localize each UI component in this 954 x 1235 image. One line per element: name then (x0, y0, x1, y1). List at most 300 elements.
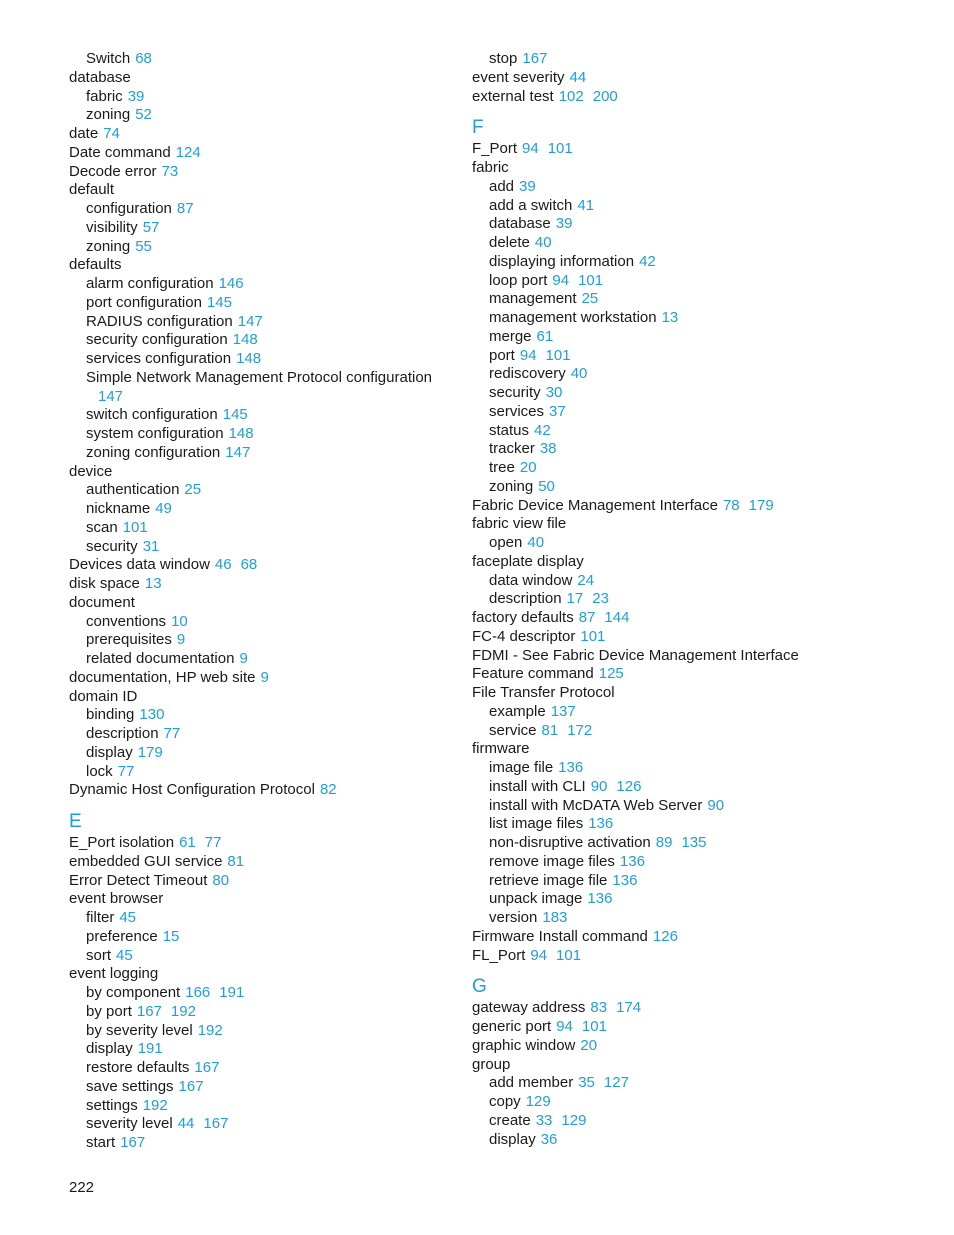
index-entry (472, 928, 872, 947)
index-term: add a switch (489, 196, 573, 214)
index-term: copy (489, 1093, 521, 1110)
page-link[interactable]: 144 (604, 609, 630, 626)
index-term: faceplate display (472, 552, 584, 570)
index-term: tree (489, 459, 515, 476)
index-term: port (489, 346, 515, 364)
index-term: lock (86, 762, 113, 780)
index-entry (69, 890, 469, 909)
page-link[interactable]: 137 (550, 702, 576, 720)
page-link[interactable]: 167 (194, 1059, 220, 1076)
index-term: preference (86, 927, 158, 945)
page-link[interactable]: 124 (175, 143, 201, 161)
section-letter: G (472, 976, 487, 998)
index-subentry (472, 778, 872, 797)
page-link[interactable]: 87 (578, 609, 596, 626)
page-link[interactable]: 39 (519, 177, 536, 195)
index-term: FC-4 descriptor (472, 627, 576, 645)
index-subentry (69, 744, 469, 763)
section-letter: E (69, 811, 82, 832)
index-entry (472, 1056, 872, 1075)
index-subentry (69, 369, 469, 388)
index-subentry (69, 481, 469, 500)
index-term: domain ID (69, 687, 138, 705)
index-subentry (472, 215, 872, 234)
index-term: fabric (472, 159, 509, 176)
index-term: authentication (86, 481, 180, 499)
page-link[interactable]: 167 (136, 1002, 162, 1020)
index-term: add (489, 177, 515, 195)
page-link[interactable]: 38 (539, 440, 557, 458)
index-subentry (472, 459, 872, 478)
index-term: description (489, 590, 562, 608)
index-term: rediscovery (489, 365, 566, 383)
index-subentry (69, 1022, 469, 1041)
page-link[interactable]: 135 (681, 834, 707, 851)
page-link[interactable]: 35 (578, 1074, 595, 1092)
index-subentry (472, 309, 872, 328)
index-term: unpack image (489, 890, 583, 908)
index-term: merge (489, 327, 532, 345)
index-term: open (489, 534, 523, 551)
index-subentry (472, 1074, 872, 1093)
page-link[interactable]: 77 (117, 762, 135, 780)
page-link[interactable]: 125 (598, 665, 624, 683)
page-link[interactable]: 24 (577, 571, 595, 589)
page-link[interactable]: 57 (142, 218, 160, 236)
index-entry-continuation (69, 388, 469, 407)
index-term: E_Port isolation (69, 834, 175, 851)
page-link[interactable]: 77 (204, 834, 222, 851)
index-term: File Transfer Protocol (472, 684, 615, 701)
index-subentry (69, 1078, 469, 1097)
page-link[interactable]: 192 (142, 1096, 168, 1114)
index-subentry (69, 928, 469, 947)
index-term: RADIUS configuration (86, 312, 233, 330)
page-link[interactable]: 87 (176, 200, 194, 217)
index-entry (472, 609, 872, 628)
index-term: zoning (86, 237, 131, 255)
page-link[interactable]: 94 (552, 271, 570, 289)
page-link[interactable]: 129 (561, 1111, 587, 1129)
index-subentry (69, 1040, 469, 1059)
index-subentry (69, 331, 469, 350)
page-link[interactable]: 77 (163, 725, 181, 742)
index-entry (472, 740, 872, 759)
index-subentry (472, 759, 872, 778)
index-term: version (489, 909, 538, 926)
page-link[interactable]: 172 (567, 721, 593, 739)
index-subentry (472, 365, 872, 384)
page-link[interactable]: 94 (530, 946, 548, 964)
page-link[interactable]: 145 (222, 406, 248, 424)
page-link[interactable]: 191 (219, 984, 245, 1001)
index-term: document (69, 593, 135, 611)
index-term: by component (86, 984, 181, 1001)
page-link[interactable]: 40 (534, 234, 552, 251)
page-link[interactable]: 167 (178, 1077, 204, 1095)
index-entry (69, 125, 469, 144)
index-term: tracker (489, 440, 535, 458)
index-term: switch configuration (86, 406, 218, 424)
page-link[interactable]: 82 (319, 781, 337, 799)
index-subentry (472, 703, 872, 722)
index-term: add member (489, 1074, 574, 1092)
index-term: Fabric Device Management Interface (472, 496, 718, 514)
page-link[interactable]: 80 (212, 871, 230, 889)
index-term: database (489, 215, 551, 233)
index-term: disk space (69, 575, 140, 592)
page-link[interactable]: 40 (527, 534, 545, 551)
index-subentry (69, 50, 469, 69)
page-link[interactable]: 136 (588, 815, 614, 833)
index-entry (69, 575, 469, 594)
page-link[interactable]: 42 (534, 421, 551, 439)
page-link[interactable]: 148 (232, 331, 258, 349)
index-term: start (86, 1134, 116, 1151)
index-entry (69, 669, 469, 688)
page-link[interactable]: 73 (161, 162, 179, 180)
index-term: by port (86, 1002, 132, 1020)
index-term: stop (489, 50, 518, 67)
index-term: restore defaults (86, 1059, 190, 1076)
index-term: Simple Network Management Protocol configuration (86, 368, 433, 386)
index-term: example (489, 702, 546, 720)
index-subentry (69, 313, 469, 332)
index-entry (472, 665, 872, 684)
index-entry (69, 144, 469, 163)
page-link[interactable]: 25 (184, 481, 202, 499)
index-term: display (86, 743, 133, 761)
index-entry (472, 140, 872, 159)
page-link[interactable]: 13 (661, 309, 679, 326)
index-term: services configuration (86, 350, 232, 367)
index-term: management workstation (489, 309, 657, 326)
index-subentry (472, 478, 872, 497)
index-subentry (472, 722, 872, 741)
index-term: delete (489, 234, 530, 251)
page-link[interactable]: 68 (240, 556, 258, 574)
page-link[interactable]: 148 (228, 425, 254, 442)
page-link[interactable]: 40 (570, 365, 588, 383)
page-link[interactable]: 179 (137, 743, 163, 761)
page-link[interactable]: 61 (179, 834, 196, 851)
index-subentry (472, 815, 872, 834)
page-link[interactable]: 102 (558, 87, 584, 105)
index-subentry (472, 534, 872, 553)
page-link[interactable]: 130 (139, 706, 165, 724)
index-entry (472, 159, 872, 178)
index-subentry (69, 88, 469, 107)
page-link[interactable]: 94 (556, 1018, 573, 1035)
page-link[interactable]: 89 (655, 834, 673, 851)
page-link[interactable]: 136 (612, 871, 638, 889)
index-term: service (489, 721, 537, 739)
index-term: filter (86, 909, 115, 926)
page-link[interactable]: 126 (652, 927, 678, 945)
page-link[interactable]: 127 (603, 1074, 629, 1092)
index-term: related documentation (86, 650, 235, 667)
index-subentry (472, 290, 872, 309)
page-number: 222 (69, 1179, 95, 1196)
index-term: port configuration (86, 293, 202, 311)
page-link[interactable]: 45 (116, 946, 133, 964)
page-link[interactable]: 31 (142, 537, 160, 555)
index-subentry (69, 909, 469, 928)
index-entry (69, 463, 469, 482)
index-term: firmware (472, 740, 530, 758)
index-term: management (489, 290, 577, 308)
index-term: system configuration (86, 425, 224, 442)
page-link[interactable]: 25 (581, 290, 599, 308)
index-subentry (69, 763, 469, 782)
index-subentry (472, 834, 872, 853)
index-term: by severity level (86, 1021, 193, 1039)
page-link[interactable]: 37 (549, 402, 566, 420)
page-link[interactable]: 126 (616, 777, 642, 795)
page-link[interactable]: 90 (707, 796, 725, 814)
index-term: FDMI - See Fabric Device Management Interface (472, 646, 799, 664)
index-subentry (472, 909, 872, 928)
index-entry (69, 69, 469, 88)
index-subentry (472, 178, 872, 197)
page-link[interactable]: 179 (748, 496, 774, 514)
index-term: event logging (69, 965, 159, 983)
index-subentry (472, 872, 872, 891)
index-term: F_Port (472, 140, 518, 158)
page-link[interactable]: 68 (135, 50, 152, 67)
index-term: Error Detect Timeout (69, 871, 208, 889)
index-subentry (69, 350, 469, 369)
index-entry (69, 834, 469, 853)
page-link[interactable]: 39 (555, 215, 573, 233)
index-term: non-disruptive activation (489, 834, 651, 851)
page-link[interactable]: 23 (592, 590, 609, 608)
index-subentry (69, 219, 469, 238)
page-link[interactable]: 10 (171, 612, 188, 630)
index-term: date (69, 125, 99, 142)
index-term: Date command (69, 143, 171, 161)
page-link[interactable]: 101 (578, 271, 604, 289)
index-term: create (489, 1111, 531, 1129)
index-entry (69, 163, 469, 182)
page-link[interactable]: 136 (558, 759, 584, 776)
index-subentry (69, 1003, 469, 1022)
page-link[interactable]: 9 (260, 668, 269, 686)
index-subentry (69, 650, 469, 669)
index-subentry (472, 422, 872, 441)
index-term: defaults (69, 256, 122, 274)
index-term: Firmware Install command (472, 927, 648, 945)
page-link[interactable]: 191 (137, 1040, 163, 1058)
page-link[interactable]: 147 (225, 443, 251, 461)
index-entry (69, 965, 469, 984)
index-subentry (472, 590, 872, 609)
page-link[interactable]: 20 (519, 459, 537, 476)
index-entry (472, 69, 872, 88)
page-link[interactable]: 174 (616, 999, 642, 1017)
page-link[interactable]: 83 (590, 999, 608, 1017)
index-term: prerequisites (86, 631, 172, 649)
page-link[interactable]: 9 (176, 631, 186, 649)
index-term: services (489, 402, 545, 420)
index-term: binding (86, 706, 135, 724)
index-term: fabric (86, 87, 123, 105)
page-link[interactable]: 166 (185, 984, 211, 1001)
index-term: security (86, 537, 138, 555)
index-term: security configuration (86, 331, 228, 349)
index-term: fabric view file (472, 515, 567, 533)
page-link[interactable]: 101 (580, 627, 606, 645)
page-link[interactable]: 200 (592, 87, 618, 105)
index-subentry (69, 1134, 469, 1153)
page-link[interactable]: 129 (525, 1093, 551, 1110)
page-link[interactable]: 17 (566, 590, 584, 608)
page-link[interactable]: 146 (218, 275, 244, 292)
index-entry (472, 647, 872, 666)
page-link[interactable]: 45 (119, 909, 137, 926)
index-subentry (69, 984, 469, 1003)
index-term: nickname (86, 500, 151, 517)
page-link[interactable]: 33 (535, 1111, 553, 1129)
page-link[interactable]: 81 (227, 852, 245, 870)
index-entry (69, 556, 469, 575)
page-link[interactable]: 50 (538, 477, 555, 495)
index-subentry (472, 890, 872, 909)
index-term: settings (86, 1096, 138, 1114)
index-term: Devices data window (69, 556, 210, 574)
page-link[interactable]: 55 (135, 237, 152, 255)
index-subentry (472, 50, 872, 69)
page-link[interactable]: 101 (547, 140, 573, 158)
page-link[interactable]: 192 (197, 1021, 223, 1039)
index-subentry (472, 234, 872, 253)
index-term: database (69, 68, 131, 86)
index-subentry (472, 253, 872, 272)
index-entry (472, 88, 872, 107)
index-term: loop port (489, 271, 548, 289)
page-link[interactable]: 183 (542, 909, 568, 926)
index-term: scan (86, 518, 118, 536)
index-subentry (69, 706, 469, 725)
page-link[interactable]: 167 (522, 50, 548, 67)
index-term: security (489, 384, 541, 401)
index-term: conventions (86, 612, 167, 630)
page-link[interactable]: 44 (177, 1115, 195, 1133)
page-link[interactable]: 61 (536, 327, 554, 345)
index-subentry (69, 238, 469, 257)
page-link[interactable]: 101 (581, 1018, 607, 1035)
index-term: group (472, 1055, 511, 1073)
page-link[interactable]: 167 (203, 1115, 229, 1133)
index-subentry (69, 500, 469, 519)
index-term: FL_Port (472, 946, 526, 964)
page-link[interactable]: 148 (236, 350, 262, 367)
index-term: Dynamic Host Configuration Protocol (69, 781, 315, 799)
page-link[interactable]: 136 (587, 890, 613, 908)
index-term: external test (472, 87, 554, 105)
page-link[interactable]: 74 (103, 125, 120, 142)
page-link[interactable]: 49 (155, 500, 172, 517)
index-subentry (69, 519, 469, 538)
index-term: graphic window (472, 1036, 576, 1054)
page-link[interactable]: 52 (135, 106, 152, 124)
page-link[interactable]: 145 (206, 293, 232, 311)
index-entry (69, 181, 469, 200)
page-link[interactable]: 30 (545, 384, 563, 401)
index-subentry (69, 613, 469, 632)
index-entry (69, 781, 469, 800)
page-link[interactable]: 15 (162, 927, 180, 945)
index-entry (472, 1018, 872, 1037)
page-link[interactable]: 46 (214, 556, 232, 574)
index-entry (472, 1037, 872, 1056)
index-subentry (69, 200, 469, 219)
index-subentry (472, 384, 872, 403)
index-term: device (69, 462, 113, 480)
page-link[interactable]: 136 (619, 852, 645, 870)
page-link[interactable]: 36 (540, 1130, 558, 1148)
index-term: status (489, 421, 530, 439)
index-term: event severity (472, 68, 565, 86)
page-link[interactable]: 81 (541, 721, 559, 739)
index-term: save settings (86, 1077, 174, 1095)
page-link[interactable]: 39 (127, 87, 145, 105)
index-term: retrieve image file (489, 871, 608, 889)
index-term: display (489, 1130, 536, 1148)
index-entry (69, 853, 469, 872)
index-term: zoning configuration (86, 443, 221, 461)
index-term: image file (489, 759, 554, 776)
index-entry (472, 684, 872, 703)
index-entry (69, 872, 469, 891)
index-subentry (472, 1093, 872, 1112)
index-term: event browser (69, 890, 164, 908)
index-subentry (69, 444, 469, 463)
index-subentry (69, 538, 469, 557)
page-link[interactable]: 101 (556, 946, 582, 964)
index-term: data window (489, 571, 573, 589)
page-link[interactable]: 94 (522, 140, 539, 158)
index-term: install with McDATA Web Server (489, 796, 703, 814)
page-link[interactable]: 42 (639, 252, 656, 270)
page-link[interactable]: 167 (120, 1134, 146, 1151)
page-link[interactable]: 13 (144, 575, 162, 592)
page-link[interactable]: 101 (122, 518, 148, 536)
page-link[interactable]: 78 (722, 496, 740, 514)
index-subentry (69, 1097, 469, 1116)
index-entry (472, 947, 872, 966)
page-link[interactable]: 94 (519, 346, 537, 364)
index-entry (69, 594, 469, 613)
index-term: remove image files (489, 852, 615, 870)
page-link[interactable]: 90 (590, 777, 608, 795)
index-subentry (472, 403, 872, 422)
page-link[interactable]: 101 (545, 346, 571, 364)
index-term: default (69, 181, 115, 199)
page-link[interactable]: 20 (580, 1036, 598, 1054)
page-link[interactable]: 9 (239, 650, 248, 667)
index-subentry (69, 275, 469, 294)
page-link[interactable]: 147 (98, 387, 124, 405)
page-link[interactable]: 44 (569, 68, 587, 86)
index-subentry (472, 272, 872, 291)
index-term: severity level (86, 1115, 173, 1133)
index-term: visibility (86, 218, 138, 236)
index-term: gateway address (472, 999, 586, 1017)
page-link[interactable]: 192 (170, 1002, 196, 1020)
page-link[interactable]: 41 (577, 196, 595, 214)
page-link[interactable]: 147 (237, 312, 263, 330)
